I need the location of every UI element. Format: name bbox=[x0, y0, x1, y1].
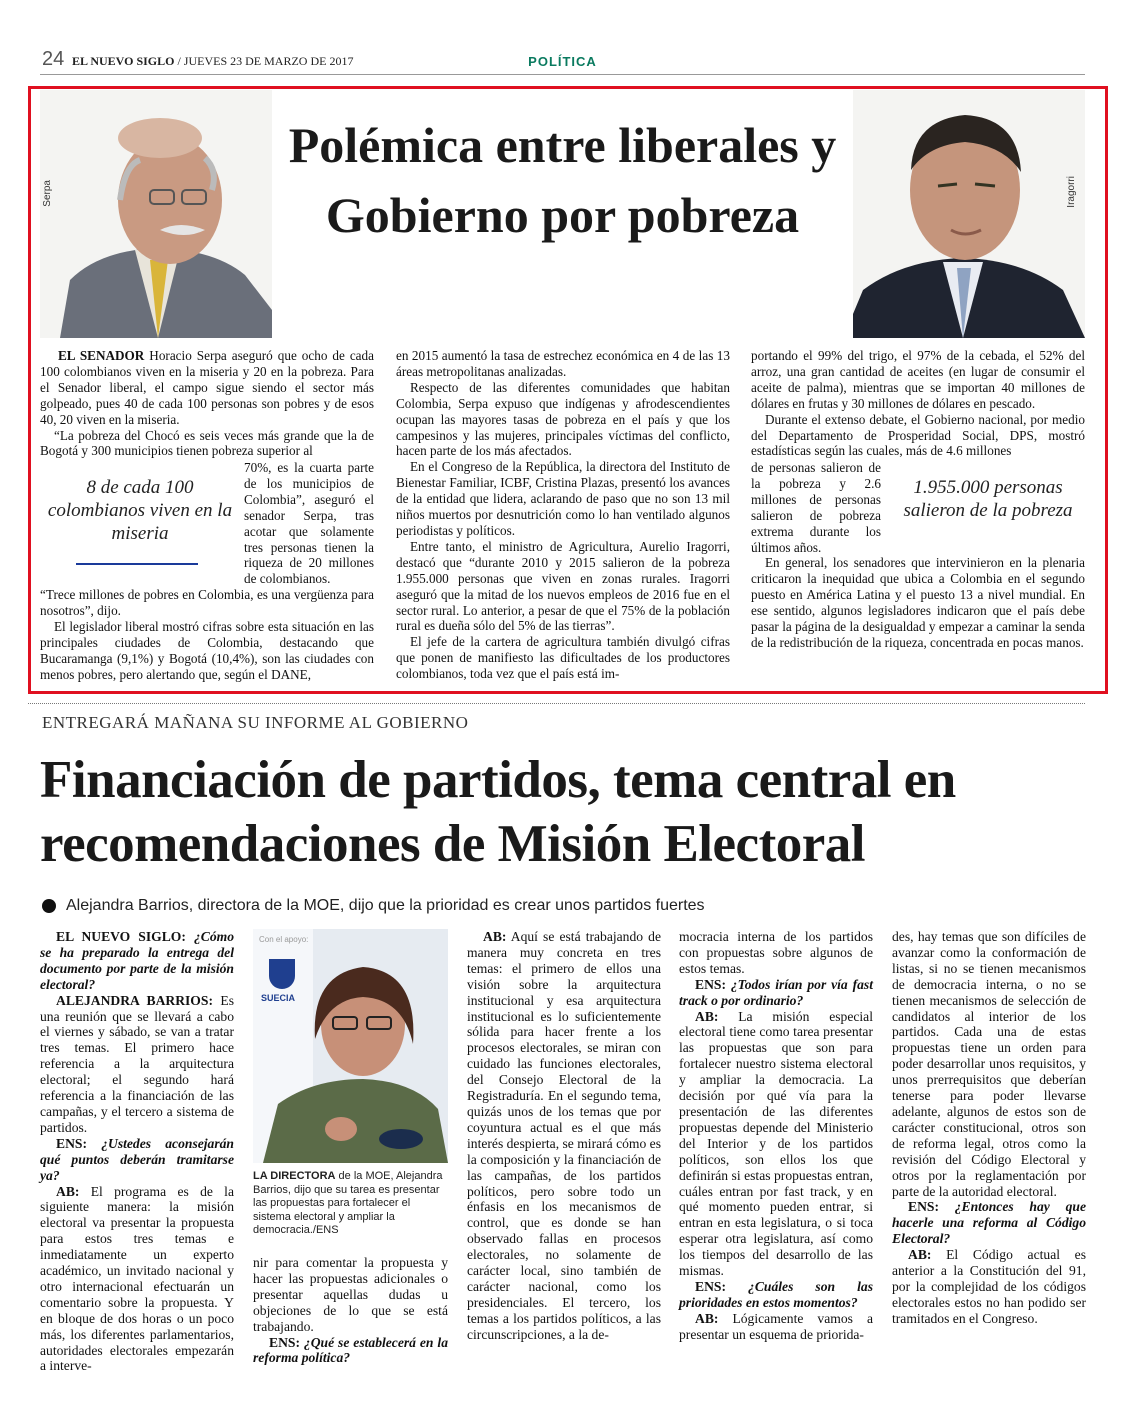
story1-paragraph: En el Congreso de la República, la directora del Instituto de Bienestar Familiar, ICBF, Cristina Plazas, presentó los avances de la entidad que lidera, aclarando de paso que no son 13 mil niños muertos por desnutrición como lo han ventilado algunos periodistas y políticos. bbox=[396, 459, 730, 538]
publication-dateline bbox=[72, 54, 353, 69]
bullet-icon bbox=[42, 899, 56, 913]
serpa-caption: Serpa bbox=[42, 180, 53, 207]
story2-column-5 bbox=[892, 929, 1086, 1327]
story1-lead-paragraph: EL SENADOR Horacio Serpa aseguró que ocho de cada 100 colombianos viven en la miseria y 20 en la pobreza. Para el Senador liberal, el campo sigue siendo el sector más golpeado, pues 40 de cada 100 personas son pobres y de esos 40, 20 viven en la miseria. bbox=[40, 348, 374, 427]
sweden-logo-text: SUECIA bbox=[261, 993, 296, 1003]
story2-column-3 bbox=[467, 929, 661, 1343]
story1-headline: Polémica entre liberales y Gobierno por pobreza bbox=[288, 117, 837, 243]
story1-paragraph: El legislador liberal mostró cifras sobre esta situación en las principales ciudades de Colombia, destacando que Bucaramanga (9,1%) y Bogotá (10,4%), son las ciudades con menos pobres, pero alertando que, según el DANE, bbox=[40, 618, 374, 682]
interview-question: ENS: ¿Ustedes aconsejarán qué puntos deberán tramitarse ya? bbox=[40, 1135, 234, 1183]
story2-column-2 bbox=[253, 1255, 448, 1366]
story1-column-3-wrap bbox=[751, 460, 881, 555]
interview-answer: des, hay temas que son difíciles de avanzar como la conformación de listas, si no se tienen mecanismos de democracia interna, o no se tienen mecanismos de selección de candidatos al interior de los partidos. Cada una de estas propuestas tiene un orden para poder desarrollar unos requisitos, y unos prerrequisitos que deberían tenerse para poder llevarse adelante, algunos de estos son de carácter constitucional, otros son de reforma legal, otros como la revisión del Código Electoral y otros por la reglamentación por parte de la autoridad electoral. bbox=[892, 929, 1086, 1199]
story1-column-2 bbox=[396, 348, 730, 682]
sweden-logo-icon bbox=[269, 959, 295, 989]
interview-answer: AB: Aquí se está trabajando de manera muy concreta en tres temas: el primero de ellos una visión sobre la arquitectura institucional y esa arquitectura institucional es lo suficientemente sólida para hacer frente a los procesos electorales, se miran con cuidado las funciones electorales, del Consejo Electoral de la Registraduría. En el segundo tema, quizás unos de los temas que por coyuntura actual es el que más interés despierta, se mirará cómo es la composición y la financiación de las campañas, de los partidos políticos, pero sobre todo un énfasis en los mecanismos de control, que es donde se han observado fallas en procesos electorales, no solamente de carácter local, sino también de carácter nacional, como los presidenciales. El tercero, los temas a los partidos políticos, a las circunscripciones, a la de- bbox=[467, 929, 662, 1342]
story1-paragraph: En general, los senadores que intervinieron en la plenaria criticaron la inequidad que ubica a Colombia en el segundo puesto en América Latina y el puesto 13 a nivel mundial. En ese sentido, algunos legisladores indicaron que el país debe pasar la página de la desigualdad y empezar a caminar la senda de la redistribución de la riqueza, concentrada en pocas manos. bbox=[751, 555, 1085, 650]
interview-answer: AB: Lógicamente vamos a presentar un esquema de priorida- bbox=[679, 1310, 873, 1342]
story1-paragraph: El jefe de la cartera de agricultura también divulgó cifras que ponen de manifiesto las dificultades de los productores colombianos, toda vez que el país está im- bbox=[396, 634, 730, 682]
story1-paragraph: Durante el extenso debate, el Gobierno nacional, por medio del Departamento de Prosperidad Social, DPS, mostró estadísticas según las cuales, más de 4.6 millones bbox=[751, 411, 1085, 459]
story1-paragraph: Respecto de las diferentes comunidades que habitan Colombia, Serpa expuso que indígenas y afrodescendientes ocupan las mayores tasas de pobreza en el país y que los campesinos y las mujeres, principales víctimas del conflicto, hacen parte de los más afectados. bbox=[396, 379, 730, 459]
iragorri-photo bbox=[853, 90, 1085, 338]
story2-column-4 bbox=[679, 929, 873, 1343]
story1-paragraph: en 2015 aumentó la tasa de estrechez económica en 4 de las 13 áreas metropolitanas analizadas. bbox=[396, 348, 730, 379]
story2-subheadline bbox=[42, 897, 705, 915]
story1-lead-word: EL SENADOR bbox=[58, 348, 145, 363]
story1-paragraph: portando el 99% del trigo, el 97% de la cebada, el 52% del arroz, una gran cantidad de aceites (en lugar de consumir el aceite de palma), mientras que se importan 40 millones de dólares en frutas y 30 millones de dólares en pescado. bbox=[751, 348, 1085, 411]
interview-question: ENS: ¿Cuáles son las prioridades en estos momentos? bbox=[679, 1278, 873, 1310]
pull-quote-left: 8 de cada 100 colombianos viven en la miseria bbox=[47, 477, 233, 544]
iragorri-caption: Iragorri bbox=[1066, 176, 1077, 208]
interview-question: EL NUEVO SIGLO: ¿Cómo se ha preparado la entrega del documento por parte de la misión electoral? bbox=[40, 929, 234, 992]
interview-answer: AB: La misión especial electoral tiene como tarea presentar las propuestas que son para fortalecer nuestro sistema electoral y ampliar la democracia. La decisión por qué vía para la presentación de las diferentes propuestas depende del Ministerio del Interior y de los partidos políticos, son ellos los que definirán si estas propuestas entran, cuáles entran por fast track, y en qué momento pueden entrar, si entran en esta legislatura, o si toca esperar otra legislatura, así como los tiempos del desarrollo de las mismas. bbox=[679, 1008, 873, 1279]
interview-answer: AB: El programa es de la siguiente manera: la misión electoral va presentar la propuesta para estos tres temas e inmediatamente un experto académico, un invitado nacional y otro internacional efectuarán un comentario sobre la propuesta. Y en bloque de dos horas o un poco más, los diferentes parlamentarios, autoridades electorales empezarán a interve- bbox=[40, 1183, 234, 1374]
director-photo bbox=[253, 929, 448, 1163]
interview-answer: nir para comentar la propuesta y hacer las propuestas adicionales o presentar aquellas dudas u objeciones de lo que se está trabajando. bbox=[253, 1255, 448, 1334]
story1-paragraph: 70%, es la cuarta parte de los municipios de Colombia”, aseguró el senador Serpa, tras acotar que solamente tres personas tienen la riqueza de 20 millones de colombianos. bbox=[244, 460, 374, 587]
interview-question: ENS: ¿Entonces hay que hacerle una reforma al Código Electoral? bbox=[892, 1199, 1086, 1247]
section-label: POLÍTICA bbox=[528, 54, 597, 69]
page-number: 24 bbox=[42, 48, 65, 70]
interview-answer: AB: El Código actual es anterior a la Constitución del 91, por la complejidad de los códigos electorales estos no han podido ser tramitados en el Congreso. bbox=[892, 1247, 1086, 1326]
photo-support-text: Con el apoyo: bbox=[259, 935, 309, 944]
interview-question: ENS: ¿Todos irían por vía fast track o por ordinario? bbox=[679, 976, 873, 1008]
story1-paragraph: de personas salieron de la pobreza y 2.6 millones de personas salieron de pobreza extrema durante los últimos años. bbox=[751, 460, 881, 555]
serpa-photo bbox=[40, 90, 272, 338]
header-divider bbox=[40, 74, 1085, 75]
story1-paragraph: “La pobreza del Chocó es seis veces más grande que la de Bogotá y 300 municipios tienen pobreza superior al bbox=[40, 427, 374, 459]
publication-name: EL NUEVO SIGLO bbox=[72, 54, 175, 68]
director-photo-caption: LA DIRECTORA de la MOE, Alejandra Barrios, dijo que su tarea es presentar las propuestas para fortalecer el sistema electoral y ampliar la democracia./ENS bbox=[253, 1170, 443, 1236]
pull-quote-right: 1.955.000 personas salieron de la pobreza bbox=[903, 477, 1073, 521]
story1-column-1-bottom bbox=[40, 587, 374, 682]
story2-headline: Financiación de partidos, tema central en recomendaciones de Misión Electoral bbox=[40, 751, 956, 873]
story1-column-1 bbox=[40, 348, 374, 459]
story1-paragraph: “Trece millones de pobres en Colombia, es una vergüenza para nosotros”, dijo. bbox=[40, 587, 374, 618]
pull-quote-left-rule bbox=[76, 563, 198, 565]
story2-subheadline-text: Alejandra Barrios, directora de la MOE, dijo que la prioridad es crear unos partidos fuertes bbox=[66, 897, 705, 914]
story2-kicker: ENTREGARÁ MAÑANA SU INFORME AL GOBIERNO bbox=[42, 713, 469, 732]
story2-column-1 bbox=[40, 929, 234, 1374]
interview-question: ENS: ¿Qué se establecerá en la reforma política? bbox=[253, 1334, 448, 1366]
interview-answer: ALEJANDRA BARRIOS: Es una reunión que se llevará a cabo el viernes y sábado, se van a tratar tres temas. El primero hace referencia a la arquitectura electoral; el segundo hará referencia a la financiación de las campañas, y el tercero a sistema de partidos. bbox=[40, 992, 234, 1135]
issue-date: / JUEVES 23 DE MARZO DE 2017 bbox=[177, 54, 354, 68]
story1-column-3-bottom bbox=[751, 555, 1085, 650]
story1-column-3 bbox=[751, 348, 1085, 459]
interview-answer: mocracia interna de los partidos con propuestas sobre algunos de estos temas. bbox=[679, 929, 873, 976]
story1-column-1-wrap bbox=[244, 460, 374, 587]
story1-paragraph: Entre tanto, el ministro de Agricultura, Aurelio Iragorri, destacó que “durante 2010 y 2015 salieron de la pobreza 1.955.000 personas que viven en zonas rurales. Iragorri aseguró que la mitad de los nuevos empleos de 2016 fue en el sector rural. Lo anterior, a pesar de que el 75% de la población rural es dueña sólo del 5% de las tierras”. bbox=[396, 538, 730, 634]
story-separator bbox=[28, 703, 1085, 704]
